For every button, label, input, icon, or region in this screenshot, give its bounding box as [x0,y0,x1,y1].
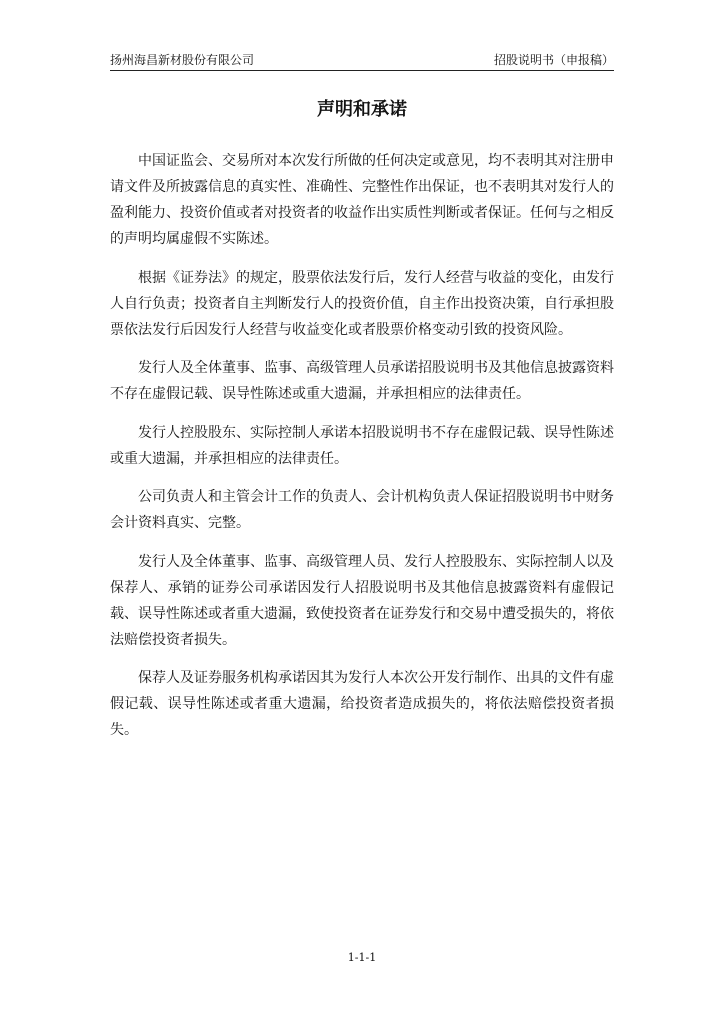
paragraph: 保荐人及证券服务机构承诺因其为发行人本次公开发行制作、出具的文件有虚假记载、误导性陈述或者重大遗漏，给投资者造成损失的，将依法赔偿投资者损失。 [110,670,614,738]
paragraph: 公司负责人和主管会计工作的负责人、会计机构负责人保证招股说明书中财务会计资料真实、完整。 [110,489,614,531]
paragraph: 中国证监会、交易所对本次发行所做的任何决定或意见，均不表明其对注册申请文件及所披露信息的真实性、准确性、完整性作出保证，也不表明其对发行人的盈利能力、投资价值或者对投资者的收益作出实质性判断或者保证。任何与之相反的声明均属虚假不实陈述。 [110,153,614,247]
document-body [110,148,614,756]
paragraph: 发行人及全体董事、监事、高级管理人员、发行人控股股东、实际控制人以及保荐人、承销的证券公司承诺因发行人招股说明书及其他信息披露资料有虚假记载、误导性陈述或者重大遗漏，致使投资者在证券发行和交易中遭受损失的，将依法赔偿投资者损失。 [110,553,614,648]
company-name: 扬州海昌新材股份有限公司 [110,53,255,67]
page-header [110,52,614,71]
paragraph: 发行人及全体董事、监事、高级管理人员承诺招股说明书及其他信息披露资料不存在虚假记载、误导性陈述或重大遗漏，并承担相应的法律责任。 [110,360,614,402]
paragraph: 根据《证券法》的规定，股票依法发行后，发行人经营与收益的变化，由发行人自行负责；投资者自主判断发行人的投资价值，自主作出投资决策，自行承担股票依法发行后因发行人经营与收益变化或者股票价格变动引致的投资风险。 [110,269,614,338]
page-number: 1-1-1 [347,951,377,964]
document-name: 招股说明书（申报稿） [493,53,614,67]
paragraph: 发行人控股股东、实际控制人承诺本招股说明书不存在虚假记载、误导性陈述或重大遗漏，并承担相应的法律责任。 [110,424,614,467]
page-title: 声明和承诺 [317,99,407,120]
